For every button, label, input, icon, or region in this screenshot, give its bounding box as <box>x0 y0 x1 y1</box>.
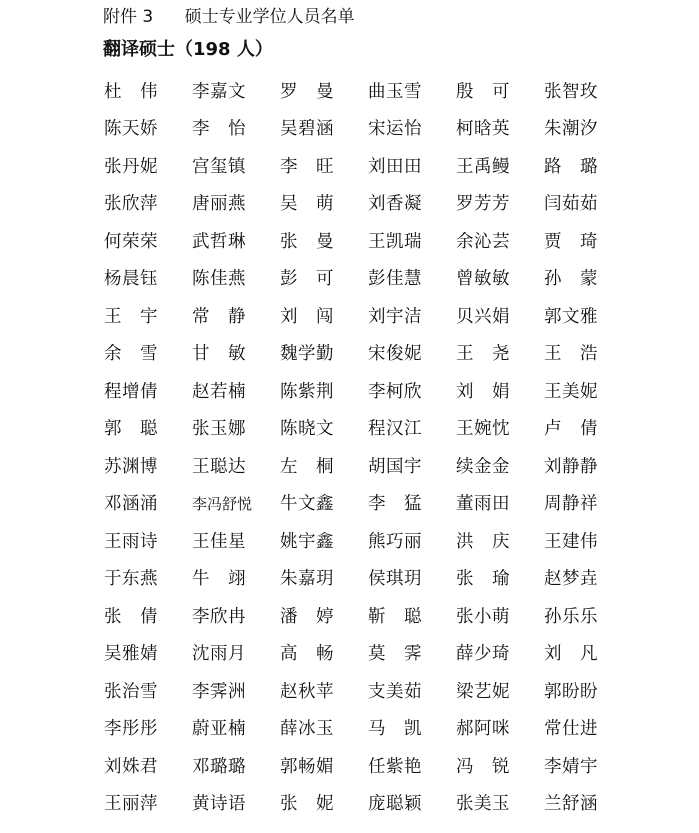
name-entry: 王雨诗 <box>104 531 158 552</box>
name-entry: 胡国宇 <box>368 456 422 477</box>
name-entry: 孙乐乐 <box>544 606 598 627</box>
name-entry: 李 怡 <box>192 119 246 140</box>
name-entry: 张治雪 <box>104 681 158 702</box>
name-entry: 宋俊妮 <box>368 344 422 365</box>
name-entry: 牛文鑫 <box>280 494 334 515</box>
name-entry: 郭畅媚 <box>280 756 334 777</box>
name-entry: 刘宇洁 <box>368 306 422 327</box>
name-entry: 刘 闯 <box>280 306 334 327</box>
name-entry: 陈佳燕 <box>192 269 246 290</box>
name-entry: 吴 萌 <box>280 194 334 215</box>
name-entry: 邓涵涌 <box>104 494 158 515</box>
name-entry: 周静祥 <box>544 494 598 515</box>
name-entry: 卢 倩 <box>544 419 598 440</box>
name-entry: 莫 霁 <box>368 644 422 665</box>
name-entry: 王美妮 <box>544 381 598 402</box>
name-entry: 常仕进 <box>544 719 598 740</box>
name-entry: 张 瑜 <box>456 569 510 590</box>
name-entry: 王婉忱 <box>456 419 510 440</box>
name-entry: 李婧宇 <box>544 756 598 777</box>
name-entry: 程汉江 <box>368 419 422 440</box>
name-entry: 李 猛 <box>368 494 422 515</box>
name-entry: 贾 琦 <box>544 231 598 252</box>
name-entry: 陈天娇 <box>104 119 158 140</box>
name-entry: 支美茹 <box>368 681 422 702</box>
name-entry: 熊巧丽 <box>368 531 422 552</box>
name-entry: 何荣荣 <box>104 231 158 252</box>
name-entry: 曾敏敏 <box>456 269 510 290</box>
name-entry: 贝兴娟 <box>456 306 510 327</box>
name-entry: 魏学勤 <box>280 344 334 365</box>
name-entry: 程增倩 <box>104 381 158 402</box>
name-entry: 黄诗语 <box>192 794 246 815</box>
name-entry: 常 静 <box>192 306 246 327</box>
name-entry: 朱潮汐 <box>544 119 598 140</box>
name-entry: 张 妮 <box>280 794 334 815</box>
name-entry: 余沁芸 <box>456 231 510 252</box>
name-entry: 余 雪 <box>104 344 158 365</box>
name-entry: 董雨田 <box>456 494 510 515</box>
name-entry: 王 宇 <box>104 306 158 327</box>
name-entry: 李冯舒悦 <box>192 495 253 514</box>
name-entry: 朱嘉玥 <box>280 569 334 590</box>
name-entry: 郭盼盼 <box>544 681 598 702</box>
name-entry: 刘姝君 <box>104 756 158 777</box>
name-entry: 李柯欣 <box>368 381 422 402</box>
name-entry: 吴碧涵 <box>280 119 334 140</box>
name-entry: 郝阿咪 <box>456 719 510 740</box>
name-entry: 吴雅婧 <box>104 644 158 665</box>
name-entry: 续金金 <box>456 456 510 477</box>
name-entry: 刘香凝 <box>368 194 422 215</box>
name-entry: 宫玺镇 <box>192 156 246 177</box>
name-entry: 薛少琦 <box>456 644 510 665</box>
name-entry: 姚宇鑫 <box>280 531 334 552</box>
name-entry: 彭佳慧 <box>368 269 422 290</box>
name-entry: 于东燕 <box>104 569 158 590</box>
name-entry: 郭 聪 <box>104 419 158 440</box>
name-entry: 马 凯 <box>368 719 422 740</box>
name-entry: 闫茹茹 <box>544 194 598 215</box>
name-entry: 王丽萍 <box>104 794 158 815</box>
name-entry: 杨晨钰 <box>104 269 158 290</box>
name-entry: 殷 可 <box>456 81 510 102</box>
name-entry: 王 尧 <box>456 344 510 365</box>
name-entry: 左 桐 <box>280 456 334 477</box>
name-entry: 张 曼 <box>280 231 334 252</box>
name-entry: 杜 伟 <box>104 81 158 102</box>
name-entry: 刘田田 <box>368 156 422 177</box>
name-entry: 曲玉雪 <box>368 81 422 102</box>
name-entry: 侯琪玥 <box>368 569 422 590</box>
name-entry: 王聪达 <box>192 456 246 477</box>
attachment-label: 附件 3 <box>103 7 154 27</box>
name-entry: 庞聪颖 <box>368 794 422 815</box>
name-entry: 张小萌 <box>456 606 510 627</box>
name-entry: 梁艺妮 <box>456 681 510 702</box>
name-entry: 薛冰玉 <box>280 719 334 740</box>
name-entry: 赵梦垚 <box>544 569 598 590</box>
name-entry: 兰舒涵 <box>544 794 598 815</box>
name-entry: 沈雨月 <box>192 644 246 665</box>
name-entry: 陈晓文 <box>280 419 334 440</box>
name-entry: 陈紫荆 <box>280 381 334 402</box>
name-entry: 高 畅 <box>280 644 334 665</box>
name-entry: 赵秋苹 <box>280 681 334 702</box>
name-entry: 李嘉文 <box>192 81 246 102</box>
name-entry: 唐丽燕 <box>192 194 246 215</box>
name-entry: 李欣冉 <box>192 606 246 627</box>
name-entry: 李彤彤 <box>104 719 158 740</box>
name-entry: 王禹鳗 <box>456 156 510 177</box>
name-entry: 洪 庆 <box>456 531 510 552</box>
name-entry: 冯 锐 <box>456 756 510 777</box>
name-entry: 王建伟 <box>544 531 598 552</box>
name-entry: 甘 敏 <box>192 344 246 365</box>
name-entry: 罗芳芳 <box>456 194 510 215</box>
name-entry: 任紫艳 <box>368 756 422 777</box>
attachment-title: 硕士专业学位人员名单 <box>184 7 355 27</box>
name-entry: 武哲琳 <box>192 231 246 252</box>
name-entry: 孙 蒙 <box>544 269 598 290</box>
name-entry: 宋运怡 <box>368 119 422 140</box>
name-entry: 王凯瑞 <box>368 231 422 252</box>
name-entry: 张玉娜 <box>192 419 246 440</box>
name-entry: 彭 可 <box>280 269 334 290</box>
name-entry: 张美玉 <box>456 794 510 815</box>
name-entry: 王佳星 <box>192 531 246 552</box>
name-entry: 路 璐 <box>544 156 598 177</box>
attachment-heading <box>103 6 355 28</box>
name-entry: 刘 娟 <box>456 381 510 402</box>
name-entry: 牛 翊 <box>192 569 246 590</box>
name-entry: 郭文雅 <box>544 306 598 327</box>
section-title: 翻译硕士（198 人） <box>103 39 273 60</box>
name-entry: 刘 凡 <box>544 644 598 665</box>
name-entry: 张 倩 <box>104 606 158 627</box>
name-entry: 张智玫 <box>544 81 598 102</box>
name-entry: 靳 聪 <box>368 606 422 627</box>
name-entry: 蔚亚楠 <box>192 719 246 740</box>
name-entry: 李霁洲 <box>192 681 246 702</box>
name-entry: 张丹妮 <box>104 156 158 177</box>
name-entry: 柯晗英 <box>456 119 510 140</box>
name-entry: 邓璐璐 <box>192 756 246 777</box>
name-entry: 张欣萍 <box>104 194 158 215</box>
name-entry: 罗 曼 <box>280 81 334 102</box>
name-entry: 潘 婷 <box>280 606 334 627</box>
name-entry: 刘静静 <box>544 456 598 477</box>
name-list <box>104 73 624 823</box>
name-entry: 王 浩 <box>544 344 598 365</box>
name-entry: 赵若楠 <box>192 381 246 402</box>
name-entry: 李 旺 <box>280 156 334 177</box>
name-entry: 苏渊博 <box>104 456 158 477</box>
